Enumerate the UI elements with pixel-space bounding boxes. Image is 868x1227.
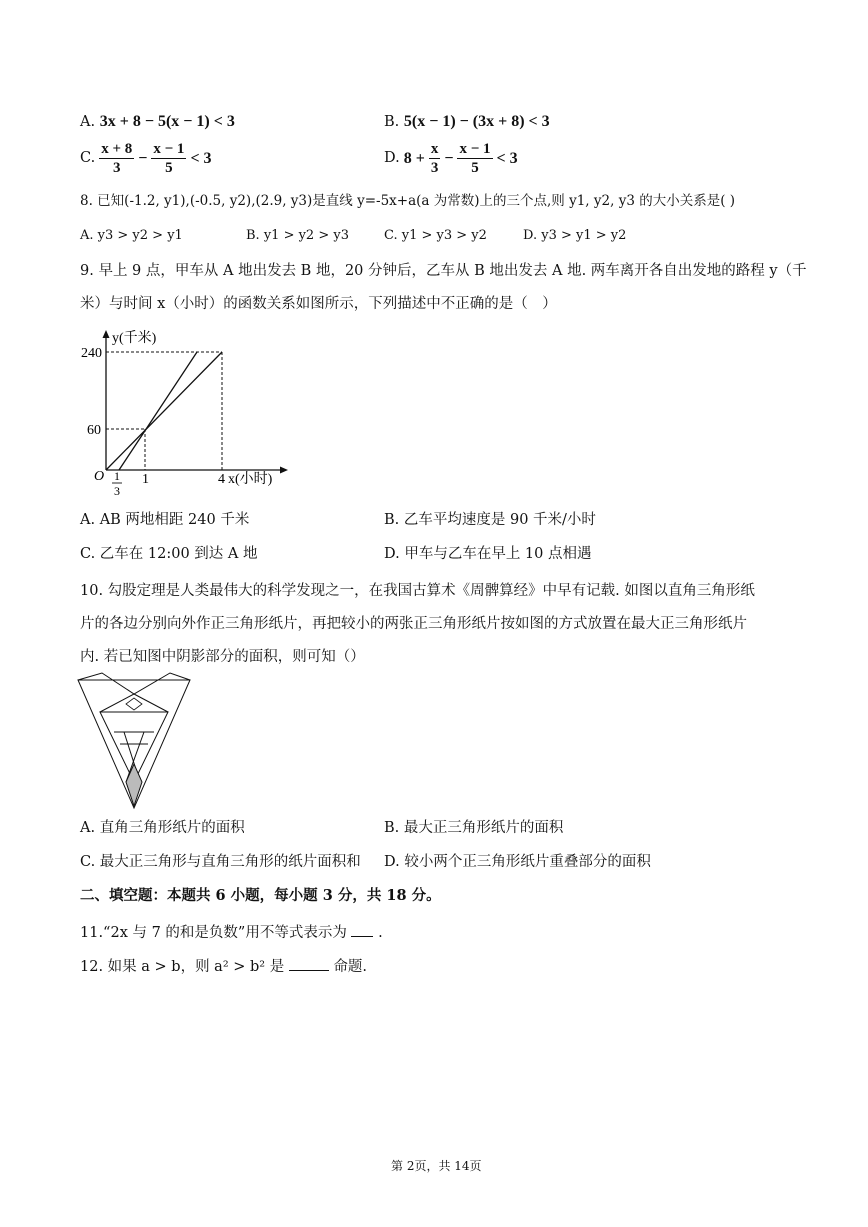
line-car-jia — [106, 352, 222, 470]
q9-option-b: B. 乙车平均速度是 90 千米/小时 — [384, 512, 596, 528]
q9-option-a: A. AB 两地相距 240 千米 — [80, 512, 250, 528]
q10-option-a: A. 直角三角形纸片的面积 — [80, 820, 245, 836]
q8-option-a: A. y3 > y2 > y1 — [80, 228, 183, 243]
operator: − — [444, 149, 454, 167]
fraction: $\frac{x}{3}$ — [430, 141, 439, 176]
option-text: 5(x − 1) − (3x + 8) < 3 — [403, 113, 550, 130]
q10-option-c: C. 最大正三角形与直角三角形的纸片面积和 — [80, 854, 361, 870]
q12-tail: 命题. — [333, 959, 368, 975]
operator: − — [138, 149, 148, 167]
q8-option-b: B. y1 > y2 > y3 — [246, 228, 349, 243]
line-car-yi — [119, 352, 197, 470]
page-footer: 第 2页，共 14页 — [391, 1159, 482, 1173]
answer-blank[interactable] — [351, 924, 373, 937]
q8-option-d: D. y3 > y1 > y2 — [523, 228, 627, 243]
q7-option-a — [80, 114, 235, 130]
y-axis-arrow-icon — [103, 330, 110, 338]
y-tick-240: 240 — [81, 346, 102, 361]
option-text: 3x + 8 − 5(x − 1) < 3 — [99, 113, 235, 130]
fraction: $\frac{x - 1}{5}$ — [153, 141, 185, 176]
q10-option-d: D. 较小两个正三角形纸片重叠部分的面积 — [384, 854, 651, 870]
q9-stem-line2: 米）与时间 x（小时）的函数关系如图所示，下列描述中不正确的是（ ） — [80, 296, 557, 312]
q12 — [80, 958, 367, 975]
q12-text: 12. 如果 a > b，则 a² > b² 是 — [80, 959, 285, 975]
option-label: A. — [80, 114, 96, 130]
x-axis-label: x(小时) — [228, 472, 273, 487]
x-axis-arrow-icon — [280, 467, 288, 474]
q10-stem-line1: 10. 勾股定理是人类最伟大的科学发现之一，在我国古算术《周髀算经》中早有记载. 如图以直角三角形纸 — [80, 583, 755, 599]
q7-option-d — [384, 140, 518, 177]
x-tick-frac-num: 1 — [114, 469, 120, 483]
q10-stem-line2: 片的各边分别向外作正三角形纸片，再把较小的两张正三角形纸片按如图的方式放置在最大正三角形纸片 — [80, 616, 747, 632]
section-heading: 二、填空题：本题共 6 小题，每小题 3 分，共 18 分。 — [80, 887, 441, 904]
origin-label: O — [94, 469, 105, 484]
x-tick-4: 4 — [218, 472, 225, 487]
q11-tail: . — [378, 925, 383, 941]
fraction: $\frac{x + 8}{3}$ — [101, 141, 133, 176]
q8-stem: 8. 已知(-1.2, y1),(-0.5, y2),(2.9, y3)是直线 y=-5x+a(a 为常数)上的三个点,则 y1, y2, y3 的大小关系是( ) — [80, 193, 736, 209]
q11 — [80, 924, 383, 941]
answer-blank[interactable] — [289, 958, 329, 971]
y-tick-60: 60 — [87, 423, 101, 438]
q10-pythagorean-triangle-figure — [72, 672, 197, 812]
right-angle-mark-icon — [126, 698, 142, 710]
q9-stem-line1: 9. 早上 9 点，甲车从 A 地出发去 B 地，20 分钟后，乙车从 B 地出发去 A 地. 两车离开各自出发地的路程 y（千 — [80, 263, 807, 279]
q9-option-d: D. 甲车与乙车在早上 10 点相遇 — [384, 546, 592, 562]
q11-text: 11.“2x 与 7 的和是负数”用不等式表示为 — [80, 925, 347, 941]
q10-stem-line3: 内. 若已知图中阴影部分的面积，则可知（） — [80, 649, 365, 665]
q7-option-c — [80, 140, 212, 177]
operator: < 3 — [190, 149, 212, 167]
fraction: $\frac{x - 1}{5}$ — [459, 141, 491, 176]
outer-ears — [78, 673, 190, 694]
x-tick-frac-den: 3 — [114, 484, 120, 498]
q10-option-b: B. 最大正三角形纸片的面积 — [384, 820, 564, 836]
option-label: C. — [80, 150, 96, 167]
operator: 8 + — [403, 149, 425, 167]
q9-distance-time-graph — [76, 322, 296, 502]
q8-option-c: C. y1 > y3 > y2 — [384, 228, 487, 243]
option-label: B. — [384, 114, 400, 130]
q9-option-c: C. 乙车在 12:00 到达 A 地 — [80, 546, 258, 562]
y-axis-label: y(千米) — [112, 331, 157, 346]
x-tick-1: 1 — [142, 472, 149, 487]
operator: < 3 — [496, 149, 518, 167]
option-label: D. — [384, 150, 400, 167]
q7-option-b — [384, 114, 550, 130]
